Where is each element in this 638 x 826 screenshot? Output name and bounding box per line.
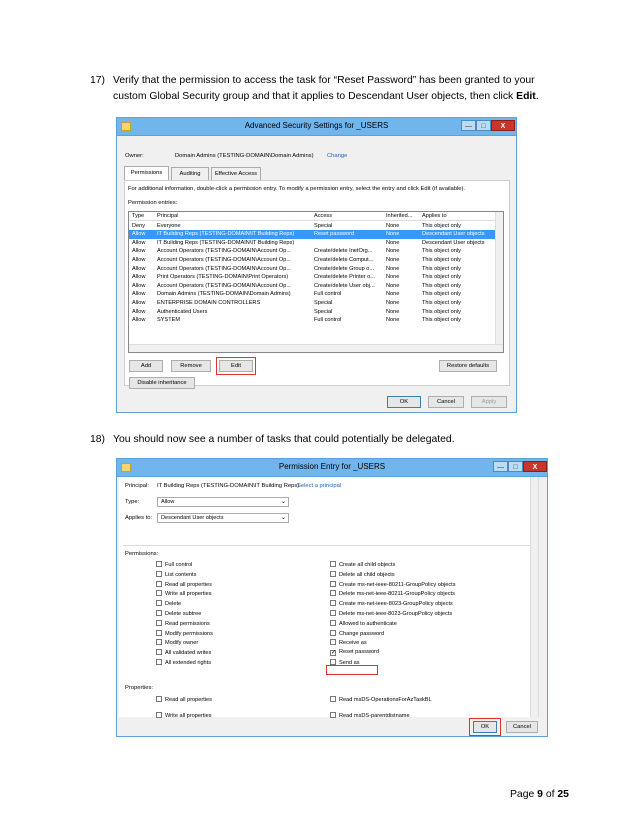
minimize-button[interactable]: — — [461, 120, 476, 131]
grid-header — [129, 212, 497, 221]
type-select[interactable]: Allow ⌄ — [157, 497, 289, 507]
permission-label: Change password — [339, 630, 385, 637]
chevron-down-icon: ⌄ — [280, 515, 286, 521]
cell-principal: Print Operators (TESTING-DOMAIN\Print Operators) — [157, 274, 289, 281]
cell-access: Create/delete InetOrg... — [314, 248, 373, 255]
table-row[interactable] — [129, 299, 497, 308]
step-text: You should now see a number of tasks that could potentially be delegated. — [113, 434, 455, 445]
owner-label: Owner: — [125, 153, 144, 159]
cell-inherited: None — [386, 256, 400, 263]
checkbox[interactable] — [330, 561, 336, 567]
reset-password-highlight — [326, 665, 378, 675]
ok-button[interactable]: OK — [387, 396, 421, 408]
cell-type: Allow — [132, 299, 146, 306]
add-button[interactable]: Add — [129, 360, 163, 372]
ok-highlight — [469, 718, 501, 736]
permission-item[interactable] — [330, 581, 456, 589]
permission-label: All validated writes — [165, 650, 212, 657]
cell-inherited: None — [386, 299, 400, 306]
table-row[interactable] — [129, 230, 497, 239]
apply-button[interactable]: Apply — [471, 396, 507, 408]
cell-applies-to: This object only — [422, 274, 461, 281]
checkbox[interactable] — [156, 649, 162, 655]
permission-item[interactable] — [156, 620, 210, 628]
checkbox[interactable] — [156, 600, 162, 606]
permission-label: Delete — [165, 601, 182, 608]
cell-principal: Everyone — [157, 222, 181, 229]
cell-inherited: None — [386, 308, 400, 315]
cell-access: Full control — [314, 291, 342, 298]
permission-item[interactable] — [156, 581, 212, 589]
step-text-line2: custom Global Security group and that it applies to Descendant User objects, then click Edit. — [113, 91, 539, 102]
window-titlebar[interactable] — [117, 118, 516, 136]
permission-item[interactable] — [330, 600, 453, 608]
checkbox[interactable] — [330, 712, 336, 718]
cell-inherited: None — [386, 274, 400, 281]
permission-item[interactable] — [330, 649, 379, 656]
cell-inherited: None — [386, 248, 400, 255]
close-button[interactable]: X — [491, 120, 515, 131]
applies-to-label: Applies to: — [125, 515, 153, 521]
cell-access: Reset password — [314, 231, 355, 238]
table-row[interactable] — [129, 239, 497, 248]
permission-item[interactable] — [330, 610, 452, 618]
cell-applies-to: This object only — [422, 282, 461, 289]
cell-inherited: None — [386, 231, 400, 238]
checkbox[interactable] — [156, 712, 162, 718]
cell-applies-to: This object only — [422, 299, 461, 306]
type-label: Type: — [125, 499, 140, 505]
cell-principal: Account Operators (TESTING-DOMAIN\Account Op... — [157, 248, 291, 255]
permission-label: Delete ms-net-ieee-8023-GroupPolicy objects — [339, 611, 453, 617]
permission-item[interactable] — [156, 561, 192, 569]
checkbox[interactable] — [156, 696, 162, 702]
permission-label: Read msDS-parentdistname — [339, 713, 410, 719]
cell-applies-to: This object only — [422, 256, 461, 263]
cell-access: Create/delete Comput... — [314, 256, 374, 263]
window-titlebar[interactable] — [117, 459, 547, 477]
cell-applies-to: This object only — [422, 308, 461, 315]
column-type[interactable]: Type — [132, 213, 145, 219]
owner-value: Domain Admins (TESTING-DOMAIN\Domain Admins) — [175, 153, 314, 159]
step-number: 18) — [90, 434, 106, 445]
horizontal-scrollbar[interactable] — [129, 344, 503, 352]
remove-button[interactable]: Remove — [171, 360, 211, 372]
permissions-pane — [124, 180, 510, 386]
cell-type: Allow — [132, 274, 146, 281]
permission-item[interactable] — [330, 630, 384, 638]
tab-auditing[interactable]: Auditing — [171, 167, 209, 180]
cancel-button[interactable]: Cancel — [506, 721, 538, 733]
permission-label: Full control — [165, 562, 193, 568]
column-principal[interactable]: Principal — [157, 213, 179, 219]
checkbox[interactable] — [330, 590, 336, 596]
permission-item[interactable] — [156, 659, 211, 667]
page-footer: Page 9 of 25 — [510, 789, 569, 800]
permission-item[interactable] — [156, 712, 212, 720]
checkbox[interactable] — [330, 600, 336, 606]
cell-inherited: None — [386, 222, 400, 229]
cell-type: Allow — [132, 291, 146, 298]
cell-principal: Account Operators (TESTING-DOMAIN\Account Op... — [157, 282, 291, 289]
cell-type: Allow — [132, 256, 146, 263]
cell-principal: ENTERPRISE DOMAIN CONTROLLERS — [157, 299, 261, 306]
cell-type: Allow — [132, 308, 146, 315]
cell-type: Allow — [132, 265, 146, 272]
cell-type: Allow — [132, 239, 146, 246]
edit-button[interactable]: Edit — [219, 360, 253, 372]
permission-label: Create ms-net-ieee-80211-GroupPolicy objects — [339, 581, 456, 588]
cell-access: Create/delete User obj... — [314, 282, 375, 289]
table-row[interactable] — [129, 290, 497, 299]
permission-item[interactable] — [156, 630, 213, 638]
permission-item[interactable] — [156, 600, 181, 608]
permission-item[interactable] — [330, 561, 395, 569]
cell-applies-to: Descendant User objects — [422, 239, 485, 246]
table-row[interactable] — [129, 316, 497, 325]
cell-type: Allow — [132, 248, 146, 255]
checkbox[interactable] — [156, 659, 162, 665]
column-applies-to[interactable]: Applies to — [422, 213, 447, 219]
table-row[interactable] — [129, 222, 497, 231]
permission-label: All extended rights — [165, 660, 212, 666]
principal-value: IT Building Reps (TESTING-DOMAIN\IT Building Reps) — [157, 483, 300, 489]
disable-inheritance-button[interactable]: Disable inheritance — [129, 377, 195, 389]
cell-applies-to: This object only — [422, 291, 461, 298]
maximize-button[interactable]: □ — [476, 120, 491, 131]
edit-emphasis: Edit — [516, 91, 536, 102]
table-row[interactable] — [129, 273, 497, 282]
permission-item[interactable] — [330, 712, 410, 720]
permission-label: Modify owner — [165, 640, 199, 647]
cell-type: Allow — [132, 317, 146, 324]
properties-label: Properties: — [125, 685, 154, 691]
cell-access: Create/delete Group o... — [314, 265, 375, 272]
checkbox[interactable] — [330, 630, 336, 636]
cell-access: Create/delete Printer o... — [314, 274, 375, 281]
window-title: Permission Entry for _USERS — [278, 462, 386, 471]
info-text: For additional information, double-click a permission entry. To modify a permission entry, select the entry and click Edit (if available). — [128, 186, 466, 192]
permission-entries-grid — [128, 211, 504, 353]
permission-label: Read all properties — [165, 697, 212, 703]
permission-label: Delete subtree — [165, 611, 202, 617]
cell-inherited: None — [386, 291, 400, 298]
ok-button[interactable]: OK — [473, 721, 497, 733]
checkbox[interactable] — [156, 561, 162, 567]
permission-label: Create all child objects — [339, 562, 396, 568]
checkbox[interactable] — [156, 610, 162, 616]
permission-label: List contents — [165, 571, 197, 578]
cell-principal: SYSTEM — [157, 317, 181, 324]
checkbox[interactable] — [330, 620, 336, 626]
table-row[interactable] — [129, 247, 497, 256]
permission-item[interactable] — [330, 620, 397, 628]
cell-principal: IT Building Reps (TESTING-DOMAIN\IT Building Reps) — [157, 239, 295, 246]
cell-access: Special — [314, 308, 333, 315]
permission-item[interactable] — [330, 696, 432, 704]
principal-label: Principal: — [125, 483, 149, 489]
checkbox-checked[interactable]: ✓ — [331, 650, 337, 657]
restore-defaults-button[interactable]: Restore defaults — [439, 360, 497, 372]
permission-label: Read all properties — [165, 581, 212, 588]
close-button[interactable]: X — [523, 461, 547, 472]
permission-item[interactable] — [330, 571, 395, 579]
cell-type: Deny — [132, 222, 146, 229]
cell-type: Allow — [132, 282, 146, 289]
advanced-security-window — [116, 117, 517, 413]
permission-item[interactable] — [156, 639, 198, 647]
permission-item[interactable] — [156, 649, 211, 657]
checkbox[interactable] — [330, 610, 336, 616]
cell-principal: Account Operators (TESTING-DOMAIN\Account Op... — [157, 265, 291, 272]
edit-highlight — [216, 357, 256, 375]
current-page: 9 — [537, 789, 543, 800]
cell-applies-to: This object only — [422, 248, 461, 255]
table-row[interactable] — [129, 256, 497, 265]
step-text-line1: Verify that the permission to access the task for “Reset Password” has been granted to your — [113, 75, 535, 86]
permission-label: Create ms-net-ieee-8023-GroupPolicy objects — [339, 601, 453, 608]
cell-principal: Account Operators (TESTING-DOMAIN\Account Op... — [157, 256, 291, 263]
entries-label: Permission entries: — [128, 200, 178, 206]
cell-inherited: None — [386, 282, 400, 289]
permission-item[interactable] — [330, 590, 455, 598]
cell-inherited: None — [386, 239, 400, 246]
table-row[interactable] — [129, 265, 497, 274]
permission-entry-pane — [119, 477, 539, 717]
minimize-button[interactable]: — — [493, 461, 508, 472]
applies-to-select[interactable]: Descendant User objects ⌄ — [157, 513, 289, 523]
vertical-scrollbar[interactable] — [530, 477, 538, 717]
cell-access: Full control — [314, 317, 342, 324]
cell-applies-to: This object only — [422, 317, 461, 324]
change-owner-link[interactable]: Change — [327, 153, 348, 159]
checkbox[interactable] — [156, 590, 162, 596]
checkbox[interactable] — [330, 581, 336, 587]
cell-inherited: None — [386, 265, 400, 272]
cell-principal: Authenticated Users — [157, 308, 208, 315]
checkbox[interactable] — [330, 571, 336, 577]
total-pages: 25 — [557, 789, 569, 800]
cell-applies-to: This object only — [422, 222, 461, 229]
table-row[interactable] — [129, 308, 497, 317]
checkbox[interactable] — [156, 571, 162, 577]
divider — [123, 545, 534, 546]
cell-applies-to: This object only — [422, 265, 461, 272]
checkbox[interactable] — [156, 581, 162, 587]
permission-label: Receive as — [339, 640, 367, 647]
permission-item[interactable] — [156, 696, 212, 704]
permission-label: Read msDS-OperationsForAzTaskBL — [339, 697, 432, 703]
permission-label: Delete all child objects — [339, 571, 395, 578]
column-access[interactable]: Access — [314, 213, 333, 219]
window-title: Advanced Security Settings for _USERS — [244, 121, 389, 130]
cell-applies-to: Descendant User objects — [422, 231, 485, 238]
checkbox[interactable] — [156, 630, 162, 636]
cell-access: Special — [314, 222, 333, 229]
cell-access: Special — [314, 299, 333, 306]
cell-principal: Domain Admins (TESTING-DOMAIN\Domain Admins) — [157, 291, 291, 298]
cell-principal: IT Building Reps (TESTING-DOMAIN\IT Building Reps) — [157, 231, 295, 238]
checkbox[interactable] — [156, 620, 162, 626]
permission-label: Read permissions — [165, 620, 210, 627]
tab-permissions[interactable]: Permissions — [124, 166, 169, 180]
permission-label: Reset password — [339, 649, 380, 656]
permission-item[interactable] — [156, 590, 212, 598]
permission-item[interactable] — [156, 571, 196, 579]
select-principal-link[interactable]: Select a principal — [297, 483, 342, 489]
permission-label: Send as — [339, 660, 360, 666]
chevron-down-icon: ⌄ — [280, 499, 286, 505]
tab-effective-access[interactable]: Effective Access — [211, 167, 261, 180]
permissions-label: Permissions: — [125, 551, 159, 557]
cell-type: Allow — [132, 231, 146, 238]
table-row[interactable] — [129, 282, 497, 291]
cell-inherited: None — [386, 317, 400, 324]
permission-entry-window — [116, 458, 548, 737]
permission-label: Write all properties — [165, 713, 212, 719]
permission-label: Modify permissions — [165, 630, 213, 637]
permission-label: Write all properties — [165, 591, 212, 598]
step-number: 17) — [90, 75, 106, 86]
checkbox[interactable] — [330, 696, 336, 702]
permission-item[interactable] — [330, 639, 367, 647]
permission-label: Delete ms-net-ieee-80211-GroupPolicy objects — [339, 591, 455, 598]
vertical-scrollbar[interactable] — [495, 212, 503, 344]
maximize-button[interactable]: □ — [508, 461, 523, 472]
cancel-button[interactable]: Cancel — [428, 396, 464, 408]
permission-label: Allowed to authenticate — [339, 620, 397, 627]
checkbox[interactable] — [330, 639, 336, 645]
checkbox[interactable] — [156, 639, 162, 645]
column-inherited[interactable]: Inherited... — [386, 213, 413, 219]
permission-item[interactable] — [156, 610, 201, 618]
